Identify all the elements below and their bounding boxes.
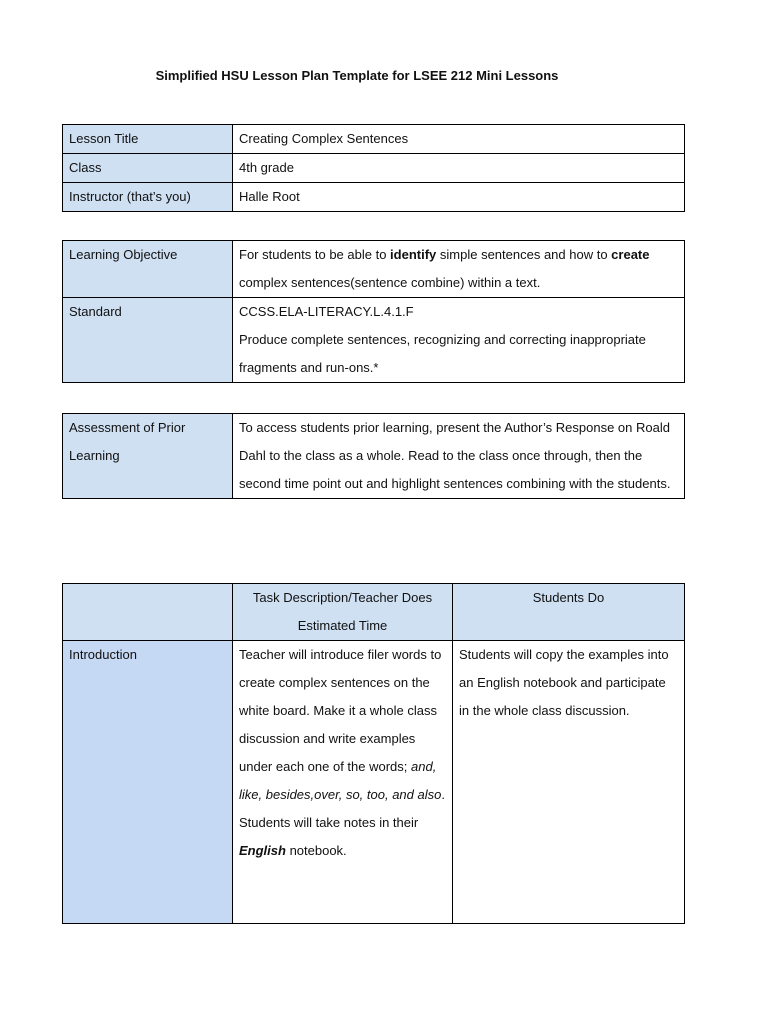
assessment-text: To access students prior learning, present the Author’s Response on Roald Dahl to the class as a whole. Read to the class once through, then the second time point out and highlight sentences combining with the students. bbox=[233, 414, 685, 499]
instructor-value: Halle Root bbox=[233, 183, 685, 212]
objective-bold-create: create bbox=[611, 247, 650, 262]
students-do-cell: Students will copy the examples into an English notebook and participate in the whole class discussion. bbox=[453, 641, 685, 924]
teacher-italic-words: and, like, besides,over, so, too, and also bbox=[239, 759, 442, 802]
teacher-notes-suffix: notebook. bbox=[285, 843, 347, 858]
header-task-line2: Estimated Time bbox=[297, 618, 388, 633]
objective-label: Learning Objective bbox=[63, 241, 233, 298]
lesson-title-value: Creating Complex Sentences bbox=[233, 125, 685, 154]
assessment-table bbox=[62, 413, 685, 499]
assessment-label: Assessment of Prior Learning bbox=[63, 414, 233, 499]
standard-code: CCSS.ELA-LITERACY.L.4.1.F bbox=[239, 304, 414, 319]
table-row bbox=[63, 241, 685, 298]
objective-text-part: For students to be able to bbox=[239, 247, 391, 262]
standard-content bbox=[233, 298, 685, 383]
standard-text: Produce complete sentences, recognizing and correcting inappropriate fragments and run-ons.* bbox=[239, 332, 646, 375]
page-title: Simplified HSU Lesson Plan Template for LSEE 212 Mini Lessons bbox=[155, 68, 559, 83]
table-row bbox=[63, 584, 685, 641]
teacher-text: Teacher will introduce filer words to create complex sentences on the white board. Make it a whole class discussion and write examples under each one of the words; bbox=[239, 647, 442, 774]
class-value: 4th grade bbox=[233, 154, 685, 183]
header-students-do: Students Do bbox=[453, 584, 685, 641]
teacher-does-cell bbox=[233, 641, 453, 924]
table-row bbox=[63, 125, 685, 154]
table-row bbox=[63, 414, 685, 499]
table-row bbox=[63, 641, 685, 924]
lesson-title-label: Lesson Title bbox=[63, 125, 233, 154]
teacher-notes-text: Students will take notes in their bbox=[239, 815, 419, 830]
objective-text bbox=[233, 241, 685, 298]
introduction-label: Introduction bbox=[63, 641, 233, 924]
objective-table bbox=[62, 240, 685, 383]
lesson-info-table bbox=[62, 124, 685, 212]
instructor-label: Instructor (that’s you) bbox=[63, 183, 233, 212]
table-row bbox=[63, 298, 685, 383]
standard-label: Standard bbox=[63, 298, 233, 383]
objective-text-part: complex sentences(sentence combine) within a text. bbox=[239, 275, 541, 290]
header-blank-cell bbox=[63, 584, 233, 641]
procedure-table bbox=[62, 583, 685, 924]
teacher-text-period: . bbox=[441, 787, 445, 802]
objective-text-part: simple sentences and how to bbox=[436, 247, 612, 262]
objective-bold-identify: identify bbox=[390, 247, 437, 262]
header-task-description bbox=[233, 584, 453, 641]
header-task-line1: Task Description/Teacher Does bbox=[252, 590, 433, 605]
class-label: Class bbox=[63, 154, 233, 183]
teacher-notes-bold: English bbox=[239, 843, 286, 858]
table-row bbox=[63, 154, 685, 183]
table-row bbox=[63, 183, 685, 212]
